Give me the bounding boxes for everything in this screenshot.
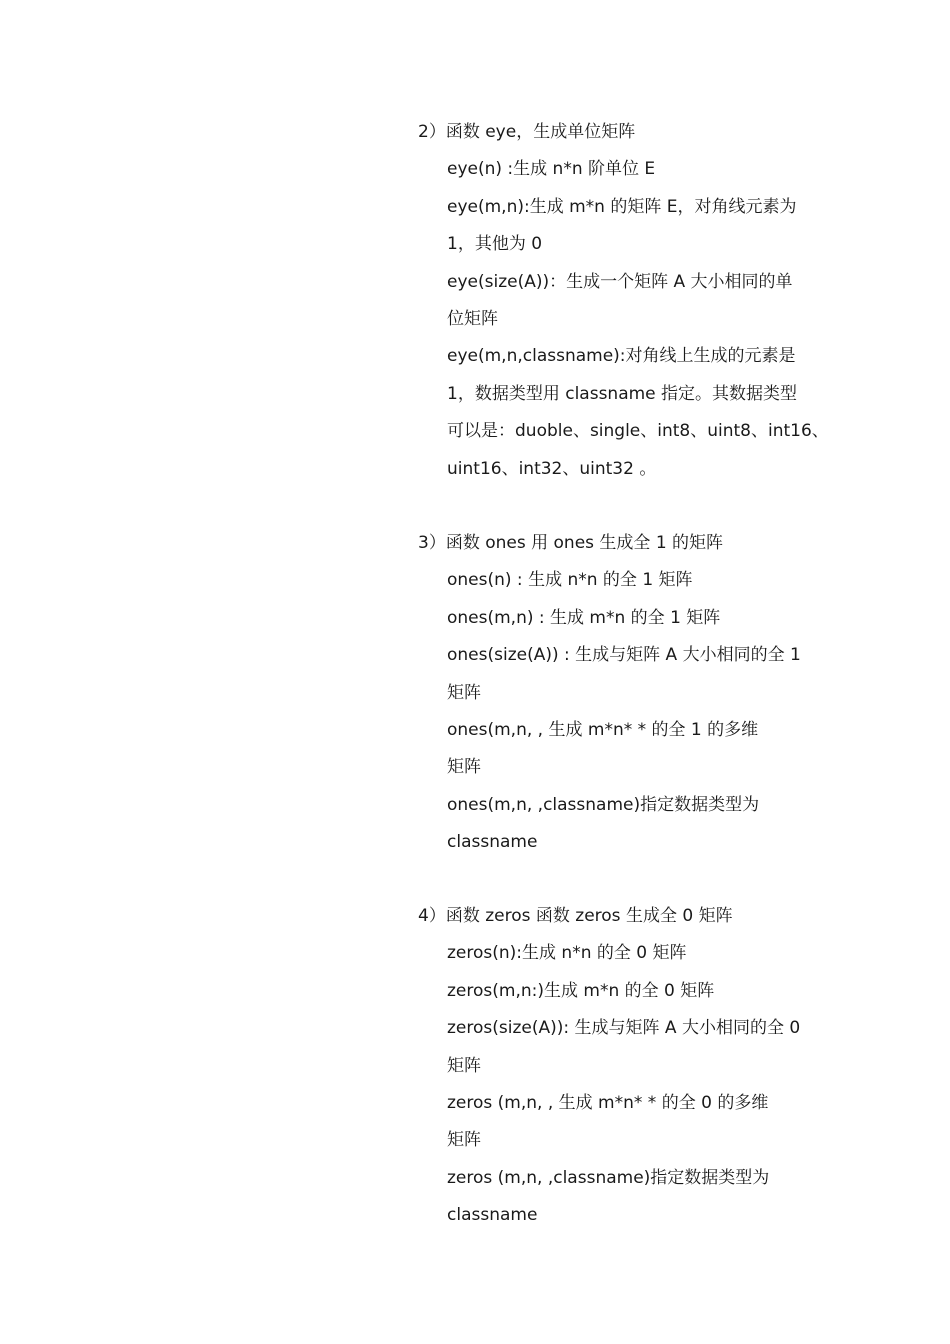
text-line: 位矩阵 bbox=[447, 308, 498, 329]
text-line: 矩阵 bbox=[447, 1055, 481, 1076]
text-line: zeros (m,n, ,classname)指定数据类型为 bbox=[447, 1167, 770, 1188]
text-line: eye(m,n):生成 m*n 的矩阵 E，对角线元素为 bbox=[447, 196, 797, 217]
text-line: ones(size(A)) : 生成与矩阵 A 大小相同的全 1 bbox=[447, 645, 801, 666]
text-line: zeros(m,n:)生成 m*n 的全 0 矩阵 bbox=[447, 980, 715, 1001]
text-line: ones(n) : 生成 n*n 的全 1 矩阵 bbox=[447, 570, 693, 591]
text-line: 矩阵 bbox=[447, 757, 481, 778]
text-line: 矩阵 bbox=[447, 682, 481, 703]
text-line: zeros(n):生成 n*n 的全 0 矩阵 bbox=[447, 943, 687, 964]
section-heading: 2）函数 eye，生成单位矩阵 bbox=[418, 122, 636, 142]
section-zeros bbox=[418, 898, 818, 1235]
text-line: classname bbox=[447, 832, 538, 853]
text-line: ones(m,n) : 生成 m*n 的全 1 矩阵 bbox=[447, 607, 721, 628]
text-line: 1，其他为 0 bbox=[447, 234, 543, 255]
section-eye bbox=[418, 114, 829, 488]
text-line: 矩阵 bbox=[447, 1130, 481, 1151]
text-line: eye(m,n,classname):对角线上生成的元素是 bbox=[447, 346, 796, 367]
text-line: 可以是：duoble、single、int8、uint8、int16、 bbox=[447, 421, 829, 442]
text-line: classname bbox=[447, 1205, 538, 1226]
text-line: zeros (m,n, , 生成 m*n* * 的全 0 的多维 bbox=[447, 1092, 769, 1113]
text-line: ones(m,n, ,classname)指定数据类型为 bbox=[447, 794, 760, 815]
text-line: eye(size(A))：生成一个矩阵 A 大小相同的单 bbox=[447, 271, 793, 292]
text-line: eye(n) :生成 n*n 阶单位 E bbox=[447, 159, 656, 180]
text-line: zeros(size(A)): 生成与矩阵 A 大小相同的全 0 bbox=[447, 1018, 801, 1039]
section-ones bbox=[418, 525, 818, 862]
text-line: 1，数据类型用 classname 指定。其数据类型 bbox=[447, 383, 798, 404]
text-line: ones(m,n, , 生成 m*n* * 的全 1 的多维 bbox=[447, 719, 759, 740]
text-line: uint16、int32、uint32 。 bbox=[447, 458, 657, 479]
section-heading: 4）函数 zeros 函数 zeros 生成全 0 矩阵 bbox=[418, 906, 733, 926]
section-heading: 3）函数 ones 用 ones 生成全 1 的矩阵 bbox=[418, 533, 724, 553]
